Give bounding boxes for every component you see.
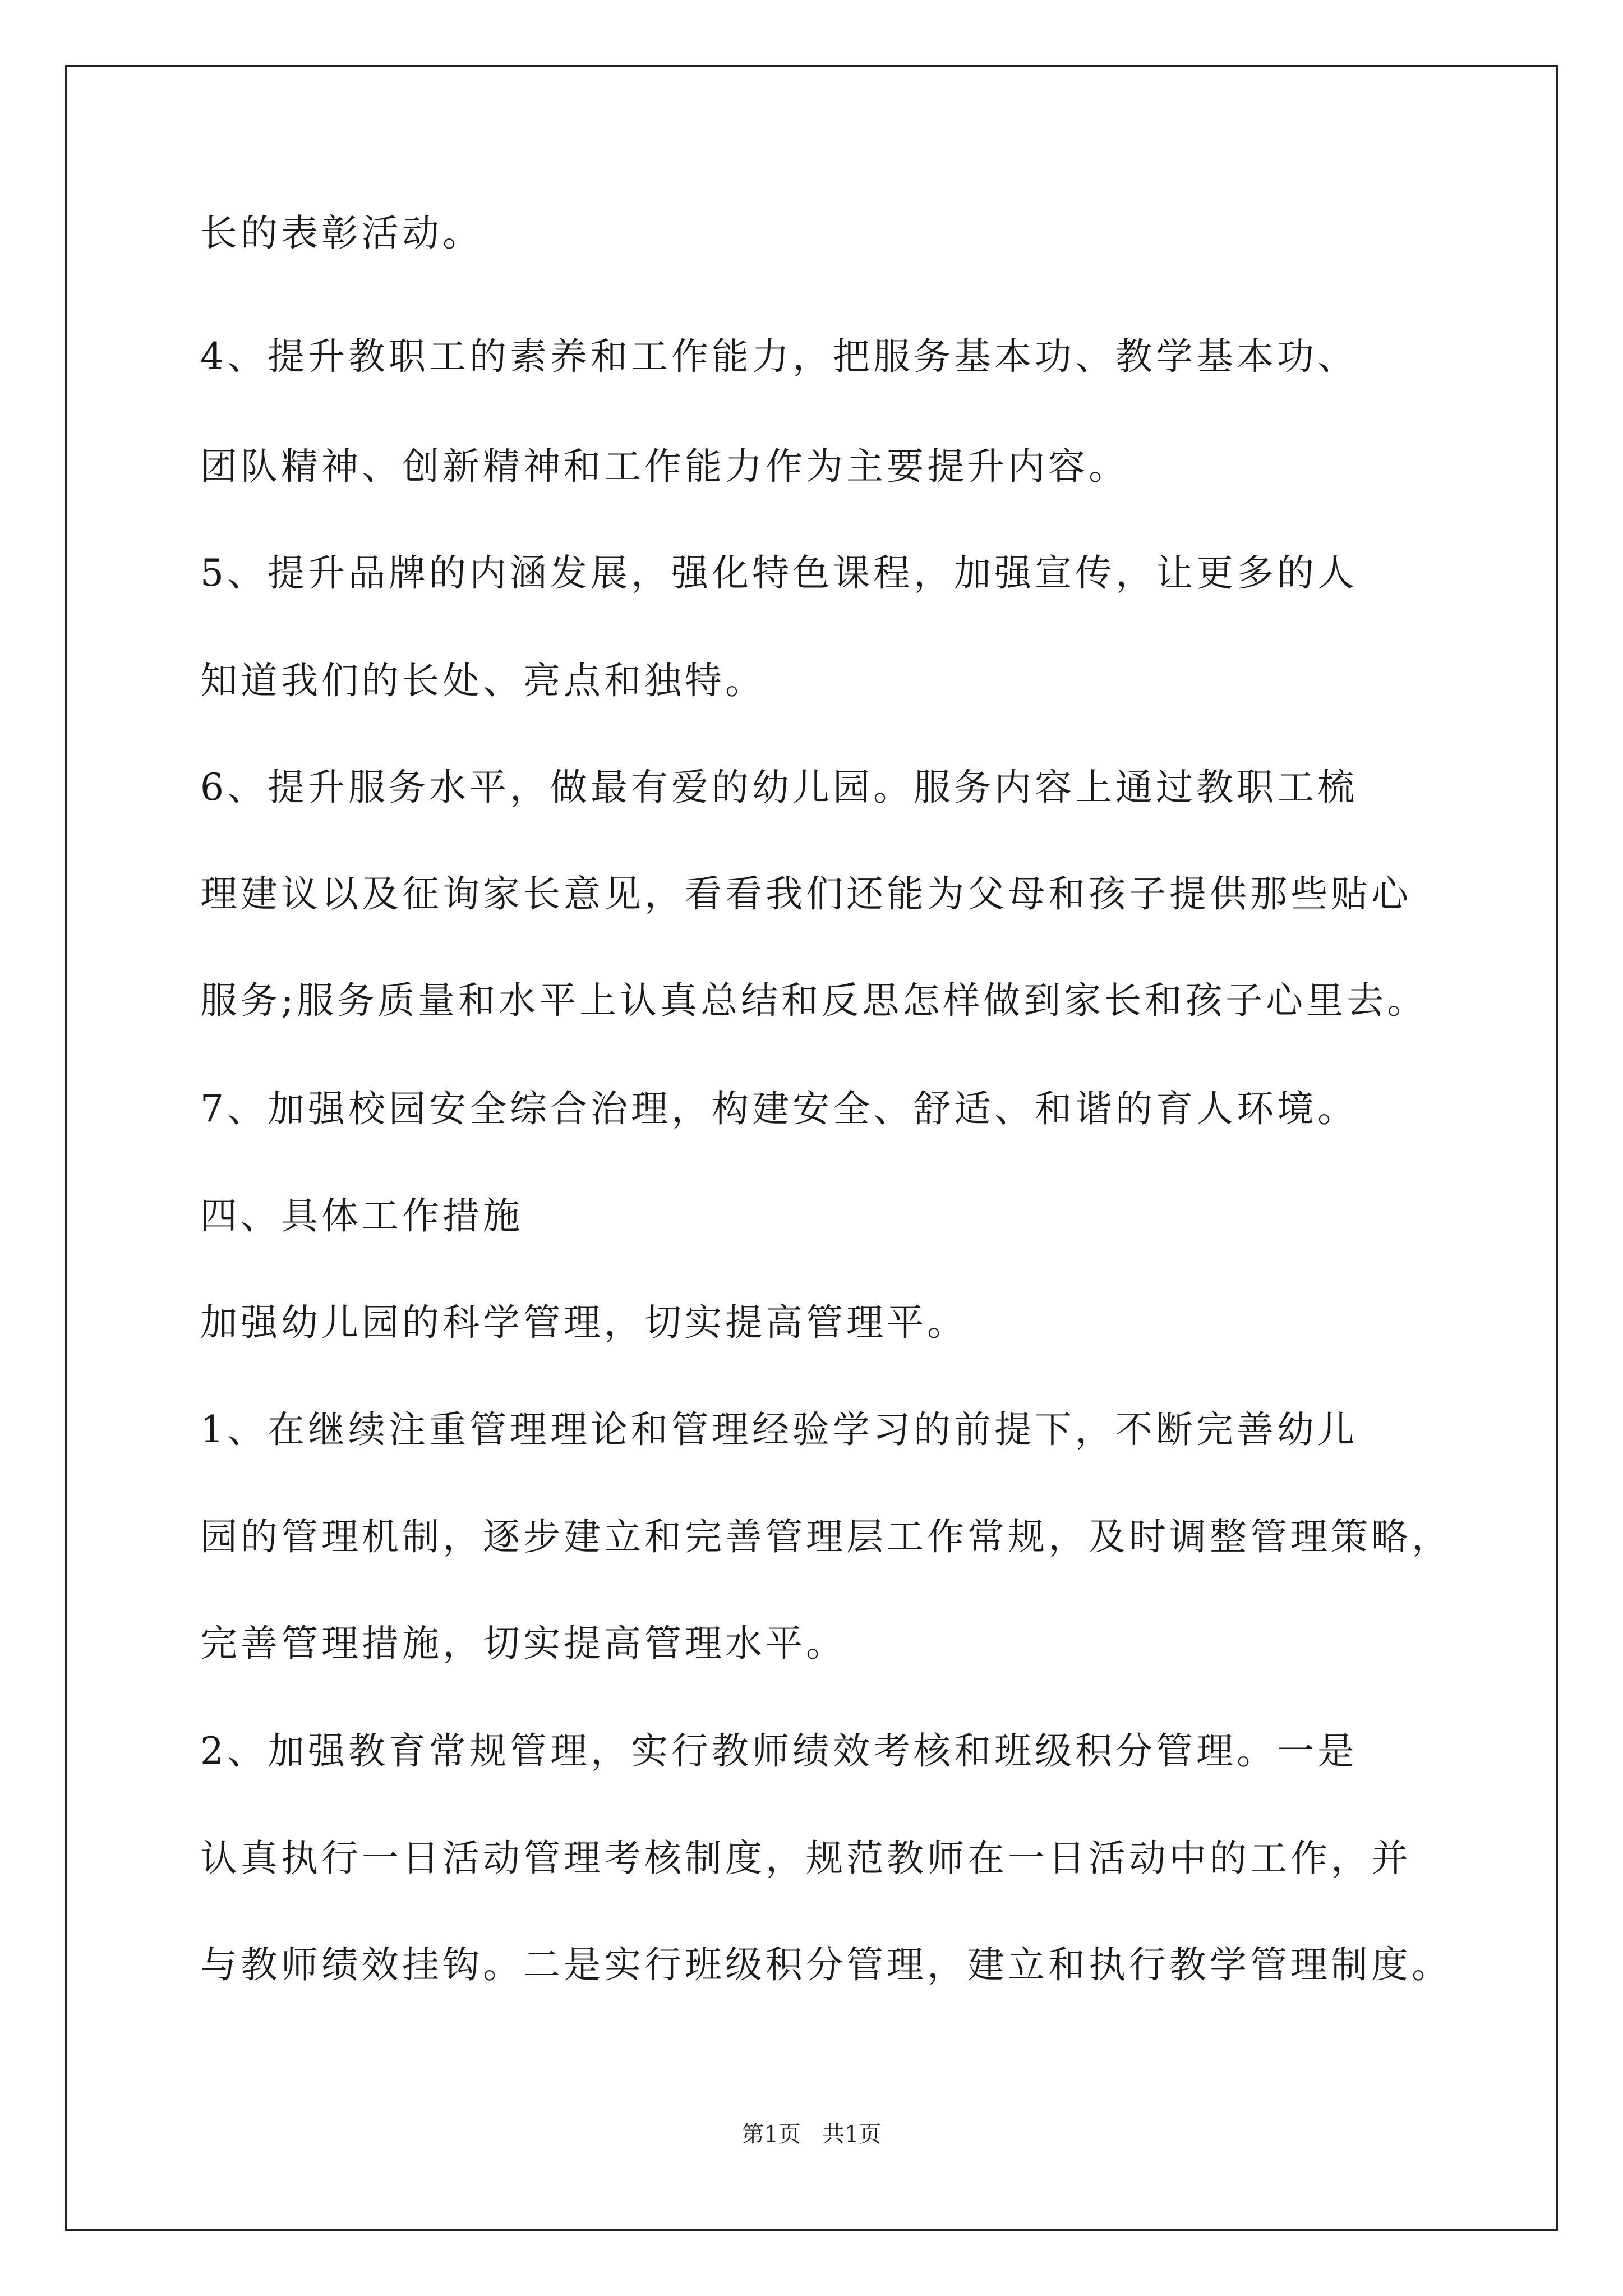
- text-line: 1、在继续注重管理理论和管理经验学习的前提下，不断完善幼儿: [200, 1408, 1358, 1451]
- text-line: 知道我们的长处、亮点和独特。: [200, 659, 766, 702]
- text-line: 认真执行一日活动管理考核制度，规范教师在一日活动中的工作，并: [200, 1837, 1412, 1880]
- text-line: 服务;服务质量和水平上认真总结和反思怎样做到家长和孩子心里去。: [200, 979, 1428, 1022]
- text-line: 完善管理措施，切实提高管理水平。: [200, 1622, 846, 1665]
- text-line: 团队精神、创新精神和工作能力作为主要提升内容。: [200, 445, 1129, 488]
- page-border: [65, 65, 1558, 2231]
- page-footer: 第1页 共1页: [741, 2122, 882, 2147]
- text-line: 理建议以及征询家长意见，看看我们还能为父母和孩子提供那些贴心: [200, 872, 1412, 915]
- text-line: 5、提升品牌的内涵发展，强化特色课程，加强宣传，让更多的人: [200, 551, 1358, 595]
- text-line: 7、加强校园安全综合治理，构建安全、舒适、和谐的育人环境。: [200, 1087, 1358, 1130]
- section-heading: 四、具体工作措施: [200, 1194, 523, 1237]
- text-line: 4、提升教职工的素养和工作能力，把服务基本功、教学基本功、: [200, 335, 1358, 378]
- text-line: 长的表彰活动。: [200, 211, 483, 255]
- text-line: 园的管理机制，逐步建立和完善管理层工作常规，及时调整管理策略，: [200, 1515, 1452, 1558]
- text-line: 与教师绩效挂钩。二是实行班级积分管理，建立和执行教学管理制度。: [200, 1943, 1452, 1986]
- text-line: 6、提升服务水平，做最有爱的幼儿园。服务内容上通过教职工梳: [200, 766, 1358, 809]
- text-line: 2、加强教育常规管理，实行教师绩效考核和班级积分管理。一是: [200, 1729, 1358, 1773]
- text-line: 加强幼儿园的科学管理，切实提高管理平。: [200, 1301, 967, 1344]
